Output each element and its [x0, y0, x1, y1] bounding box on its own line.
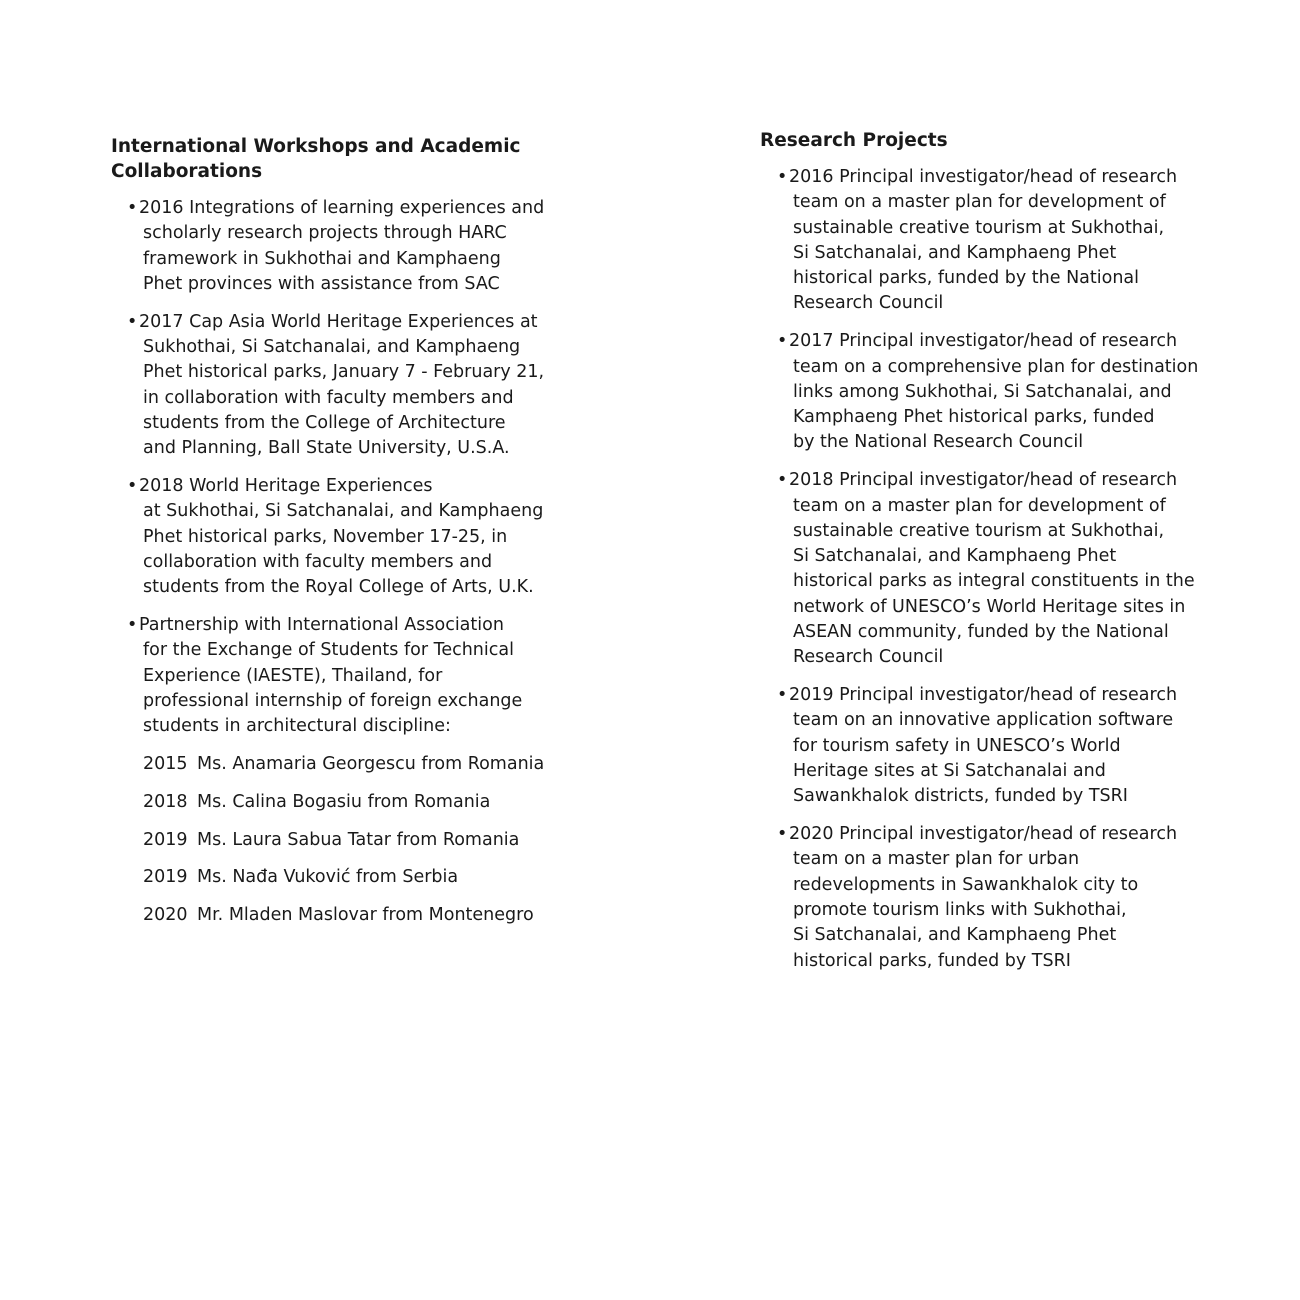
text-line: Si Satchanalai, and Kamphaeng Phet [793, 546, 1117, 567]
intern-list [111, 752, 571, 928]
intern-name: Ms. Nađa Vuković from Serbia [197, 867, 459, 888]
text-line: network of UNESCO’s World Heritage sites in [793, 596, 1186, 617]
research-entry [760, 822, 1230, 974]
bullet-icon: • [127, 475, 138, 496]
intern-year: 2019 [143, 829, 188, 850]
text-line: Research Council [793, 647, 944, 668]
text-line: 2018 World Heritage Experiences [139, 475, 433, 496]
text-line: team on a comprehensive plan for destination [793, 356, 1199, 377]
workshop-entry [111, 196, 571, 297]
workshops-list [111, 196, 571, 739]
intern-name: Ms. Calina Bogasiu from Romania [197, 791, 491, 812]
bullet-icon: • [777, 685, 788, 706]
text-line: in collaboration with faculty members and [143, 387, 514, 408]
intern-name: Ms. Laura Sabua Tatar from Romania [197, 829, 520, 850]
workshop-entry-text [139, 310, 571, 462]
workshop-entry [111, 310, 571, 462]
bullet-icon: • [777, 824, 788, 845]
text-line: collaboration with faculty members and [143, 551, 493, 572]
text-line: for tourism safety in UNESCO’s World [793, 735, 1121, 756]
text-line: historical parks, funded by the National [793, 268, 1139, 289]
research-entry [760, 468, 1230, 670]
text-line: Sawankhalok districts, funded by TSRI [793, 786, 1128, 807]
bullet-icon: • [777, 470, 788, 491]
text-line: ASEAN community, funded by the National [793, 622, 1169, 643]
research-entry-text [789, 468, 1230, 670]
workshops-column [111, 134, 571, 941]
intern-year: 2020 [143, 905, 188, 926]
research-heading: Research Projects [760, 130, 948, 151]
intern-name: Ms. Anamaria Georgescu from Romania [197, 753, 545, 774]
research-entry-text [789, 822, 1230, 974]
workshop-entry-text [139, 196, 571, 297]
intern-year: 2015 [143, 753, 188, 774]
bullet-icon: • [777, 167, 788, 187]
bullet-icon: • [127, 311, 138, 332]
research-entry-text [789, 683, 1230, 809]
bullet-icon: • [127, 614, 138, 635]
text-line: professional internship of foreign exchange [143, 690, 523, 711]
text-line: scholarly research projects through HARC [143, 223, 507, 244]
research-list [760, 165, 1230, 974]
workshops-heading-line: International Workshops and Academic [111, 136, 521, 157]
text-line: historical parks, funded by TSRI [793, 950, 1071, 971]
workshops-heading-line: Collaborations [111, 161, 263, 182]
intern-name: Mr. Mladen Maslovar from Montenegro [197, 905, 534, 926]
text-line: Phet historical parks, November 17-25, in [143, 526, 508, 547]
intern-row [143, 903, 571, 928]
text-line: Phet historical parks, January 7 - February 21, [143, 362, 545, 383]
text-line: students from the Royal College of Arts, U.K. [143, 577, 534, 598]
text-line: 2020 Principal investigator/head of research [789, 824, 1178, 845]
workshop-entry [111, 474, 571, 600]
text-line: Kamphaeng Phet historical parks, funded [793, 407, 1155, 428]
text-line: team on a master plan for development of [793, 495, 1166, 516]
text-line: Research Council [793, 293, 944, 314]
workshops-heading [111, 134, 571, 184]
text-line: Heritage sites at Si Satchanalai and [793, 761, 1106, 782]
text-line: 2017 Principal investigator/head of research [789, 331, 1178, 352]
text-line: promote tourism links with Sukhothai, [793, 900, 1127, 921]
research-column [760, 128, 1230, 986]
text-line: Phet provinces with assistance from SAC [143, 273, 500, 294]
research-entry [760, 683, 1230, 809]
text-line: sustainable creative tourism at Sukhothai, [793, 520, 1165, 541]
text-line: team on an innovative application software [793, 710, 1174, 731]
text-line: students from the College of Architecture [143, 412, 506, 433]
bullet-icon: • [777, 331, 788, 352]
intern-year: 2019 [143, 867, 188, 888]
intern-row [143, 828, 571, 853]
workshop-entry-text [139, 613, 571, 739]
intern-year: 2018 [143, 791, 188, 812]
intern-row [143, 790, 571, 815]
text-line: 2016 Principal investigator/head of research [789, 167, 1178, 187]
text-line: team on a master plan for development of [793, 192, 1166, 213]
text-line: 2018 Principal investigator/head of research [789, 470, 1178, 491]
text-line: Sukhothai, Si Satchanalai, and Kamphaeng [143, 336, 521, 357]
text-line: by the National Research Council [793, 432, 1084, 453]
intern-row [143, 865, 571, 890]
text-line: team on a master plan for urban [793, 849, 1080, 870]
research-entry-text [789, 165, 1230, 317]
text-line: redevelopments in Sawankhalok city to [793, 874, 1139, 895]
bullet-icon: • [127, 198, 138, 218]
text-line: and Planning, Ball State University, U.S.A. [143, 438, 510, 459]
workshop-entry [111, 613, 571, 739]
text-line: framework in Sukhothai and Kamphaeng [143, 248, 501, 269]
text-line: Si Satchanalai, and Kamphaeng Phet [793, 925, 1117, 946]
text-line: 2017 Cap Asia World Heritage Experiences at [139, 311, 538, 332]
workshop-entry-text [139, 474, 571, 600]
research-entry [760, 329, 1230, 455]
text-line: links among Sukhothai, Si Satchanalai, and [793, 381, 1172, 402]
text-line: 2019 Principal investigator/head of research [789, 685, 1178, 706]
text-line: 2016 Integrations of learning experiences and [139, 198, 545, 218]
text-line: Si Satchanalai, and Kamphaeng Phet [793, 242, 1117, 263]
text-line: Partnership with International Association [139, 614, 504, 635]
text-line: students in architectural discipline: [143, 716, 451, 737]
intern-row [143, 752, 571, 777]
text-line: historical parks as integral constituents in the [793, 571, 1195, 592]
research-entry [760, 165, 1230, 317]
research-entry-text [789, 329, 1230, 455]
text-line: for the Exchange of Students for Technical [143, 640, 514, 661]
text-line: sustainable creative tourism at Sukhothai, [793, 217, 1165, 238]
text-line: at Sukhothai, Si Satchanalai, and Kamphaeng [143, 501, 544, 522]
text-line: Experience (IAESTE), Thailand, for [143, 665, 443, 686]
